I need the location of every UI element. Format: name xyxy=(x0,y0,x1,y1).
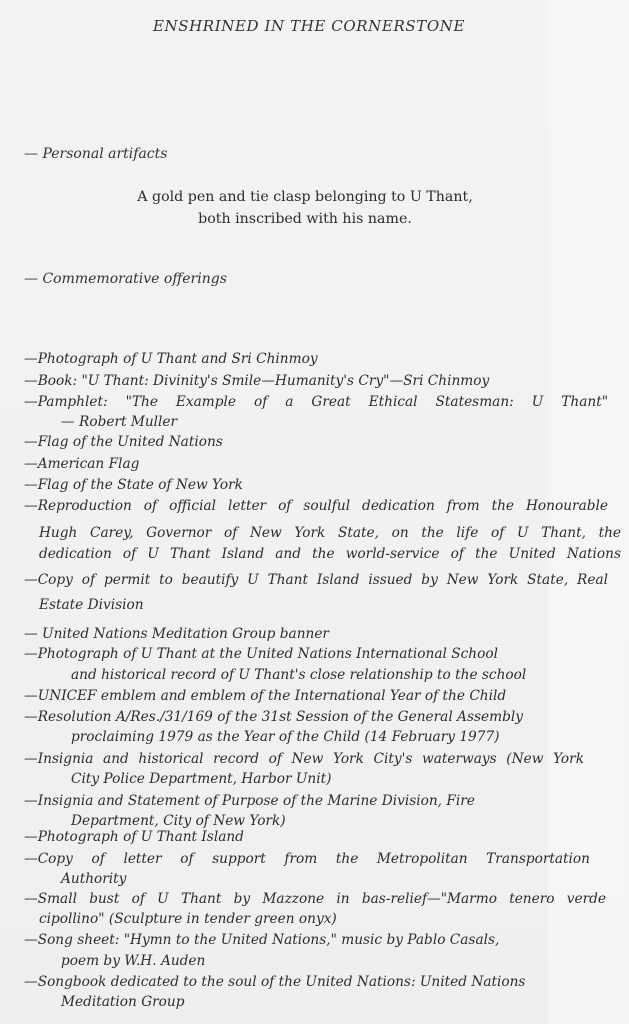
list-item: —Insignia and historical record of New York City's waterways (New York xyxy=(24,751,584,767)
list-item-continuation: City Police Department, Harbor Unit) xyxy=(71,771,332,787)
list-item-continuation: Authority xyxy=(61,871,127,887)
list-item: —Songbook dedicated to the soul of the United Nations: United Nations xyxy=(24,974,526,990)
section-heading-commemorative-offerings: — Commemorative offerings xyxy=(24,271,227,287)
list-item: —Small bust of U Thant by Mazzone in bas-relief—"Marmo tenero verde xyxy=(24,891,606,907)
list-item: —Flag of the State of New York xyxy=(24,477,243,493)
page-title: ENSHRINED IN THE CORNERSTONE xyxy=(152,17,466,35)
personal-artifacts-line-2: both inscribed with his name. xyxy=(198,211,412,227)
list-item-continuation: Hugh Carey, Governor of New York State, on the life of U Thant, the xyxy=(39,525,621,541)
personal-artifacts-line-1: A gold pen and tie clasp belonging to U Thant, xyxy=(137,189,473,205)
list-item: —Photograph of U Thant at the United Nations International School xyxy=(24,646,498,662)
list-item: —Reproduction of official letter of soulful dedication from the Honourable xyxy=(24,498,608,514)
list-item: —Book: "U Thant: Divinity's Smile—Humanity's Cry"—Sri Chinmoy xyxy=(24,373,490,389)
list-item-continuation: Estate Division xyxy=(39,597,144,613)
list-item: —Resolution A/Res./31/169 of the 31st Session of the General Assembly xyxy=(24,709,523,725)
list-item-continuation: dedication of U Thant Island and the world-service of the United Nations xyxy=(39,546,621,562)
list-item-continuation: and historical record of U Thant's close relationship to the school xyxy=(71,667,527,683)
list-item: —Photograph of U Thant and Sri Chinmoy xyxy=(24,351,318,367)
list-item-continuation: Department, City of New York) xyxy=(71,813,286,829)
list-item: — United Nations Meditation Group banner xyxy=(24,626,329,642)
list-item: —Photograph of U Thant Island xyxy=(24,829,244,845)
list-item: —Pamphlet: "The Example of a Great Ethical Statesman: U Thant" xyxy=(24,394,608,410)
list-item: —UNICEF emblem and emblem of the International Year of the Child xyxy=(24,688,507,704)
list-item: —Copy of permit to beautify U Thant Island issued by New York State, Real xyxy=(24,572,608,588)
list-item-continuation: proclaiming 1979 as the Year of the Child (14 February 1977) xyxy=(71,729,500,745)
list-item: —Copy of letter of support from the Metropolitan Transportation xyxy=(24,851,590,867)
list-item-continuation: poem by W.H. Auden xyxy=(61,953,206,969)
list-item: —American Flag xyxy=(24,456,140,472)
list-item-continuation: — Robert Muller xyxy=(61,414,178,430)
list-item: —Insignia and Statement of Purpose of the Marine Division, Fire xyxy=(24,793,475,809)
list-item: —Flag of the United Nations xyxy=(24,434,223,450)
list-item-continuation: Meditation Group xyxy=(61,994,185,1010)
section-heading-personal-artifacts: — Personal artifacts xyxy=(24,146,168,162)
list-item-continuation: cipollino" (Sculpture in tender green onyx) xyxy=(39,911,337,927)
list-item: —Song sheet: "Hymn to the United Nations," music by Pablo Casals, xyxy=(24,932,500,948)
